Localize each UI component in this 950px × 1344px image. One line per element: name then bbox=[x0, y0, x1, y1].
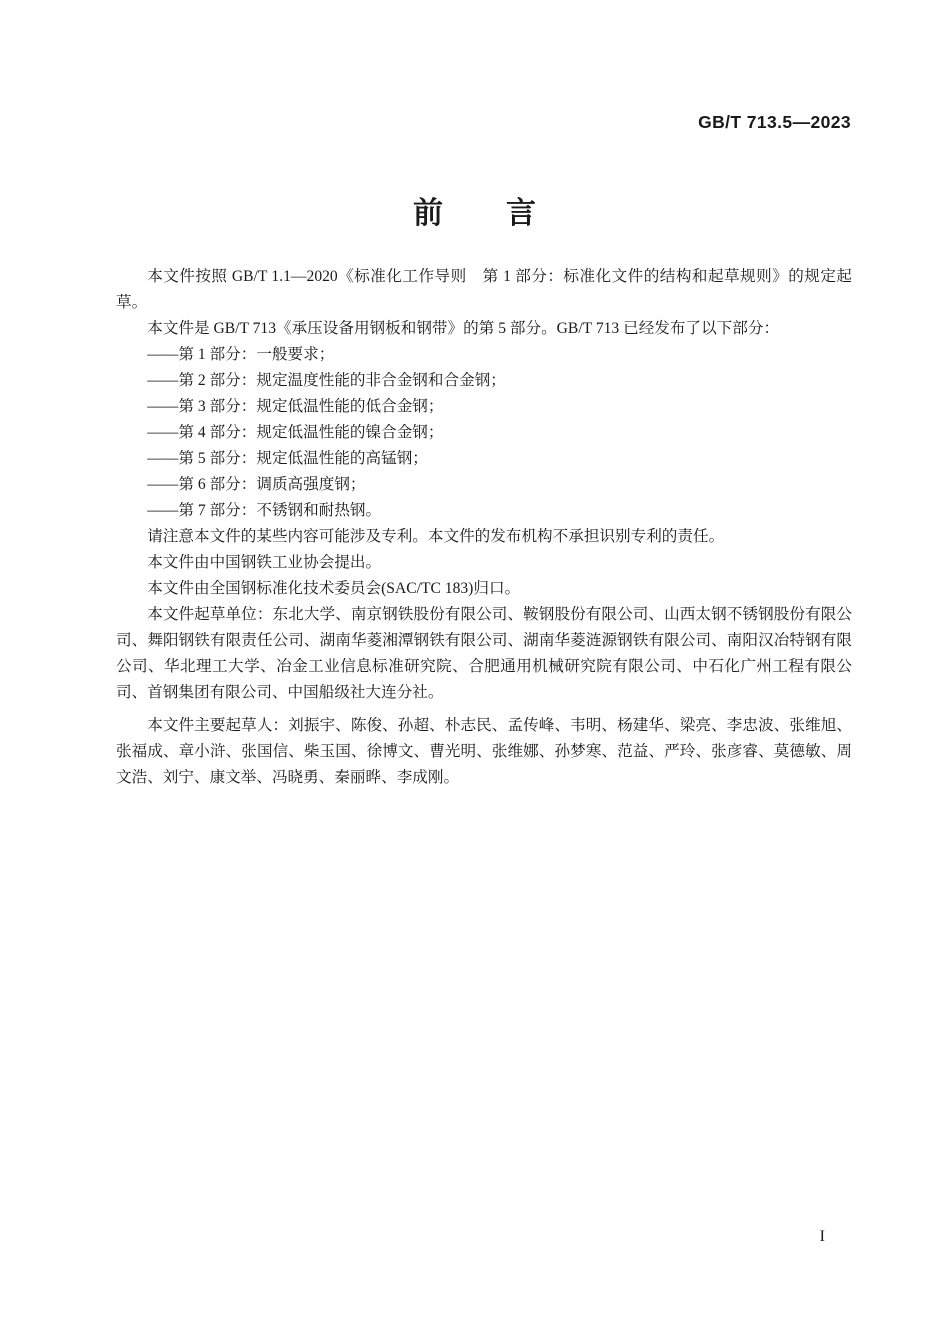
para-centralized-by: 本文件由全国钢标准化技术委员会(SAC/TC 183)归口。 bbox=[147, 580, 521, 597]
para-proposed-by: 本文件由中国钢铁工业协会提出。 bbox=[147, 554, 382, 571]
standard-number: GB/T 713.5—2023 bbox=[698, 112, 851, 132]
page-title: 前 言 bbox=[413, 197, 537, 230]
foreword-body bbox=[116, 264, 852, 791]
page-number: I bbox=[819, 1228, 825, 1245]
list-item-part-5: ——第 5 部分：规定低温性能的高锰钢； bbox=[147, 450, 428, 467]
list-item-part-3: ——第 3 部分：规定低温性能的低合金钢； bbox=[147, 398, 444, 415]
para-drafting-basis: 本文件按照 GB/T 1.1—2020《标准化工作导则 第 1 部分：标准化文件的结构和起草规则》的规定起草。 bbox=[116, 268, 852, 311]
para-main-drafters: 本文件主要起草人：刘振宇、陈俊、孙超、朴志民、孟传峰、韦明、杨建华、梁亮、李忠波、张维旭、张福成、章小浒、张国信、柴玉国、徐博文、曹光明、张维娜、孙梦寒、范益、严玲、张彦睿、莫德敏、周文浩、刘宁、康文举、冯晓勇、秦丽晔、李成刚。 bbox=[116, 717, 852, 786]
para-patent-notice: 请注意本文件的某些内容可能涉及专利。本文件的发布机构不承担识别专利的责任。 bbox=[147, 528, 725, 545]
para-drafting-organizations: 本文件起草单位：东北大学、南京钢铁股份有限公司、鞍钢股份有限公司、山西太钢不锈钢股份有限公司、舞阳钢铁有限责任公司、湖南华菱湘潭钢铁有限公司、湖南华菱涟源钢铁有限公司、南阳汉冶特钢有限公司、华北理工大学、冶金工业信息标准研究院、合肥通用机械研究院有限公司、中石化广州工程有限公司、首钢集团有限公司、中国船级社大连分社。 bbox=[116, 606, 852, 701]
list-item-part-4: ——第 4 部分：规定低温性能的镍合金钢； bbox=[147, 424, 444, 441]
para-series-intro: 本文件是 GB/T 713《承压设备用钢板和钢带》的第 5 部分。GB/T 713 已经发布了以下部分： bbox=[147, 320, 780, 337]
list-item-part-6: ——第 6 部分：调质高强度钢； bbox=[147, 476, 366, 493]
list-item-part-7: ——第 7 部分：不锈钢和耐热钢。 bbox=[147, 502, 382, 519]
list-item-part-1: ——第 1 部分：一般要求； bbox=[147, 346, 335, 363]
list-item-part-2: ——第 2 部分：规定温度性能的非合金钢和合金钢； bbox=[147, 372, 506, 389]
